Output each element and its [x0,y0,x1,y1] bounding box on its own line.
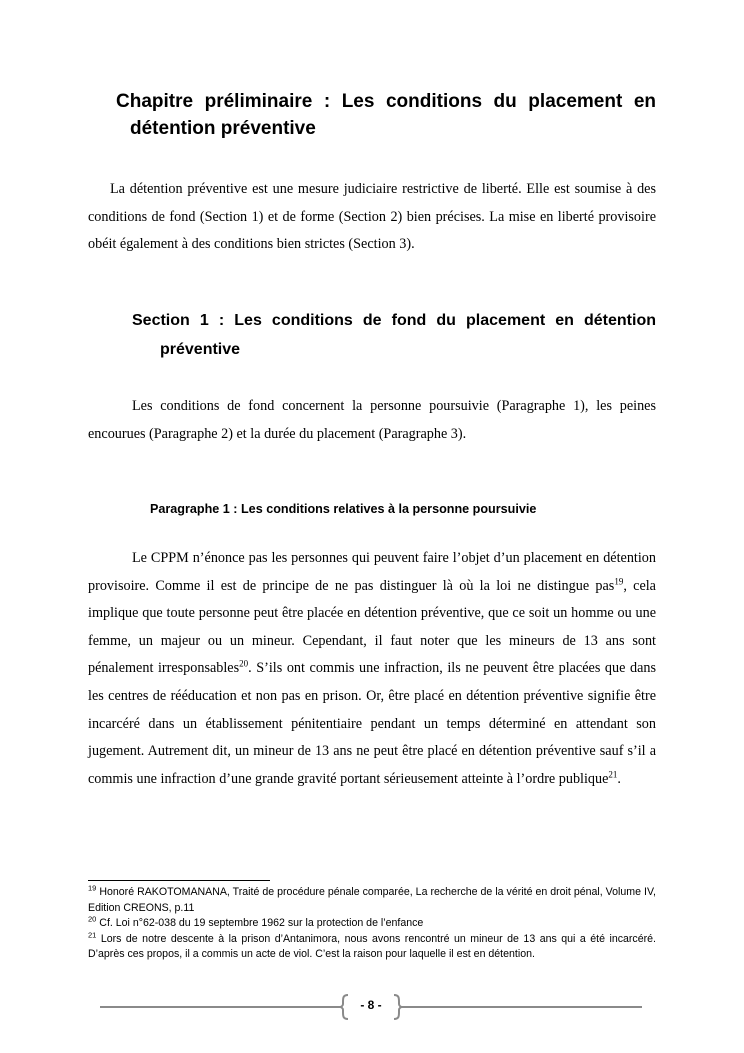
footnote-separator [88,880,270,881]
footnote-item [88,885,656,916]
paragraph1-text-c: . S’ils ont commis une infraction, ils ne peuvent être placées que dans les centres de rééducation et non pas en prison. Or, être placé en détention préventive signifie être incarcéré dans un établissement pénitentiaire pendant un temps déterminé en attendant son jugement. Autrement dit, un mineur de 13 ans ne peut être placé en détention préventive sauf s’il a commis une infraction d’une grande gravité portant sérieusement atteinte à l’ordre publique [88,660,656,787]
footer-rule-right [402,1006,642,1008]
footnote-number: 20 [88,914,97,924]
paragraph1-text-b: , cela implique que toute personne peut être placée en détention préventive, que ce soit un homme ou une femme, un majeur ou un mineur. Cependant, il faut noter que les mineurs de 13 ans sont pénalement irresponsables [88,577,656,677]
page-number: - 8 - [360,998,382,1012]
footnote-text: Cf. Loi n°62-038 du 19 septembre 1962 sur la protection de l’enfance [96,917,424,929]
footnote-ref-21[interactable]: 21 [608,769,618,780]
paragraph1-text-d: . [617,770,621,787]
paragraph1-body [88,545,656,793]
section1-title-line1: Section 1 : Les conditions de fond du placement en détention [132,312,656,329]
footnote-ref-20[interactable]: 20 [239,658,249,669]
footnote-ref-19[interactable]: 19 [614,575,624,586]
footnote-text: Honoré RAKOTOMANANA, Traité de procédure pénale comparée, La recherche de la vérité en droit pénal, Volume IV, Edition CREONS, p.11 [88,886,656,914]
page-number-bracket [340,994,402,1020]
paragraph1-title: Paragraphe 1 : Les conditions relatives à la personne poursuivie [150,502,537,516]
footnotes [88,885,656,963]
section1-title-line2: préventive [160,341,241,358]
footnote-item [88,929,656,963]
footer-rule-left [100,1006,340,1008]
chapter-title-line1: Chapitre préliminaire : Les conditions du placement en [116,91,656,112]
footnote-item [88,916,656,932]
paragraph1-text-a: Le CPPM n’énonce pas les personnes qui peuvent faire l’objet d’un placement en détention provisoire. Comme il est de principe de ne pas distinguer là où la loi ne distingue pas [88,550,656,594]
chapter-intro-paragraph: La détention préventive est une mesure judiciaire restrictive de liberté. Elle est soumise à des conditions de fond (Section 1) et de forme (Section 2) bien précises. La mise en liberté provisoire obéit également à des conditions bien strictes (Section 3). [88,181,656,253]
footnote-number: 21 [88,929,97,939]
section1-intro-paragraph: Les conditions de fond concernent la personne poursuivie (Paragraphe 1), les peines encourues (Paragraphe 2) et la durée du placement (Paragraphe 3). [88,398,656,442]
footnote-text: Lors de notre descente à la prison d’Antanimora, nous avons rencontré un mineur de 13 ans qui a été incarcéré. D’après ces propos, il a commis un acte de viol. C’est la raison pour laquelle il est en détention. [88,932,656,960]
chapter-title-line2: détention préventive [130,118,316,139]
footnote-number: 19 [88,883,97,893]
